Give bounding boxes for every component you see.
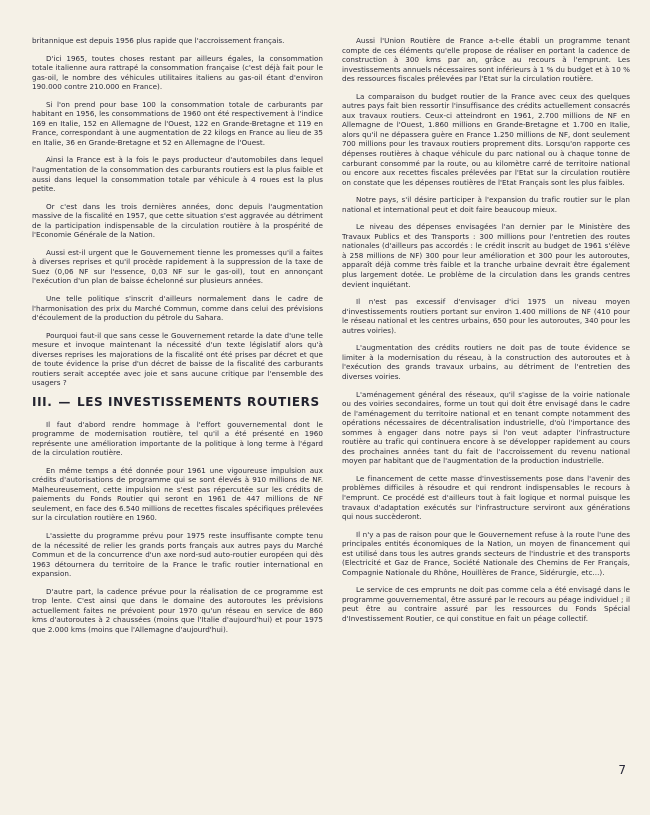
paragraph: D'ici 1965, toutes choses restant par ailleurs égales, la consommation totale italienne aura rattrapé la consommation française (c'est déjà fait pour le gas-oil, le nombre des véhicules utilitaires italiens au gas-oil étant d'environ 190.000 contre 210.000 en France). xyxy=(32,53,323,92)
paragraph: Or c'est dans les trois dernières années, donc depuis l'augmentation massive de la fiscalité en 1957, que cette situation s'est aggravée au détriment de la participation indispensable de la circulation routière à la prospérité de l'Economie Générale de la Nation. xyxy=(32,201,323,240)
paragraph: Il n'y a pas de raison pour que le Gouvernement refuse à la route l'une des principales entités économiques de la Nation, un moyen de financement qui est utilisé dans tous les autres grands secteurs de l'industrie et des transports (Electricité et Gaz de France, Société Nationale des Chemins de Fer Français, Compagnie Nationale du Rhône, Houillères de France, Sidérurgie, etc...). xyxy=(342,529,630,577)
paragraph: L'augmentation des crédits routiers ne doit pas de toute évidence se limiter à la modernisation du réseau, à la construction des autoroutes et à l'exécution des grands travaux urbains, au détriment de l'entretien des diverses voiries. xyxy=(342,343,630,381)
paragraph: Le service de ces emprunts ne doit pas comme cela a été envisagé dans le programme gouvernemental, être assuré par le recours au péage individuel ; il peut être au contraire assuré par les ressources du Fonds Spécial d'Investissement Routier, ce qui constitue en fait un péage collectif. xyxy=(342,585,630,623)
section-heading xyxy=(32,394,323,409)
paragraph: Aussi l'Union Routière de France a-t-elle établi un programme tenant compte de ces éléments qu'elle propose de réaliser en portant la cadence de construction à 300 kms par an, grâce au recours à l'emprunt. Les investissements annuels nécessaires sont inférieurs à 1 % du budget et à 10 % des ressources fiscales prélevées par l'Etat sur la circulation routière. xyxy=(342,36,630,84)
paragraph: Notre pays, s'il désire participer à l'expansion du trafic routier sur le plan national et international peut et doit faire beaucoup mieux. xyxy=(342,195,630,214)
section-title: LES INVESTISSEMENTS ROUTIERS xyxy=(76,394,320,409)
paragraph: Aussi est-il urgent que le Gouvernement tienne les promesses qu'il a faites à diverses reprises et qu'il procède rapidement à la suppression de la taxe de Suez (0,06 NF sur l'essence, 0,03 NF sur le gas-oil), tout en annonçant l'exécution d'un plan de baisse échelonné sur plusieurs années. xyxy=(32,247,323,286)
paragraph: La comparaison du budget routier de la France avec ceux des quelques autres pays fait bien ressortir l'insuffisance des crédits actuellement consacrés aux travaux routiers. Ceux-ci atteindront en 1961, 2.700 millions de NF en Allemagne de l'Ouest, 1.860 millions en Grande-Bretagne et 1.700 en Italie, alors qu'il ne dépassera guère en France 1.250 millions de NF, dont seulement 700 millions pour les travaux routiers proprement dits. Lorsqu'on rapporte ces dépenses routières à chaque véhicule du parc national ou à chaque tonne de carburant consommé par la route, ou au kilomètre carré de territoire national ou encore aux recettes fiscales prélevées par l'Etat sur la circulation routière on constate que les dépenses routières de l'Etat Français sont les plus faibles. xyxy=(342,91,630,187)
paragraph: Il faut d'abord rendre hommage à l'effort gouvernemental dont le programme de modernisation routière, tel qu'il a été présenté en 1960 représente une amélioration importante de la politique à long terme à l'égard de la circulation routière. xyxy=(32,419,323,458)
section-number: III. xyxy=(32,394,53,409)
paragraph: D'autre part, la cadence prévue pour la réalisation de ce programme est trop lente. C'est ainsi que dans le domaine des autoroutes les prévisions actuellement faites ne prévoient pour 1970 qu'un réseau en service de 860 kms d'autoroutes à 2 chaussées (moins que l'Italie d'aujourd'hui) et pour 1975 que 2.000 kms (moins que l'Allemagne d'aujourd'hui). xyxy=(32,586,323,634)
page-number: 7 xyxy=(618,763,626,777)
paragraph: Si l'on prend pour base 100 la consommation totale de carburants par habitant en 1956, les consommations de 1960 ont été respectivement à l'indice 169 en Italie, 152 en Allemagne de l'Ouest, 122 en Grande-Bretagne et 119 en France, correspondant à une augmentation de 22 kilogs en France au lieu de 35 en Italie, 36 en Grande-Bretagne et 52 en Allemagne de l'Ouest. xyxy=(32,99,323,147)
paragraph: britannique est depuis 1956 plus rapide que l'accroissement français. xyxy=(32,36,285,45)
paragraph: Le niveau des dépenses envisagées l'an dernier par le Ministère des Travaux Publics et des Transports : 300 millions pour l'entretien des routes nationales (d'ailleurs pas accordés : le crédit inscrit au budget de 1961 s'élève à 258 millions de NF) 300 pour leur amélioration et 300 pour les autoroutes, apparaît déjà comme très faible et la tranche urbaine devrait être également plus largement dotée. Le problème de la circulation dans les grands centres devient inquiétant. xyxy=(342,222,630,289)
left-column xyxy=(32,36,323,642)
paragraph: Pourquoi faut-il que sans cesse le Gouvernement retarde la date d'une telle mesure et invoque maintenant la nécessité d'un texte législatif alors qu'à diverses reprises les majorations de la fiscalité ont été prises par décret et que de toute évidence la prise d'un décret de baisse de la fiscalité des carburants routiers serait acceptée avec joie et sans aucune critique par l'ensemble des usagers ? xyxy=(32,330,323,388)
section-dash: — xyxy=(58,394,71,409)
paragraph: Une telle politique s'inscrit d'ailleurs normalement dans le cadre de l'harmonisation des prix du Marché Commun, comme dans celui des prévisions d'écoulement de la production du pétrole du Sahara. xyxy=(32,294,323,323)
paragraph: Il n'est pas excessif d'envisager d'ici 1975 un niveau moyen d'investissements routiers portant sur environ 1.400 millions de NF (410 pour le réseau national et les centres urbains, 650 pour les autoroutes, 340 pour les autres voiries). xyxy=(342,297,630,335)
paragraph: Le financement de cette masse d'investissements pose dans l'avenir des problèmes difficiles à résoudre et qui rendront indispensables le recours à l'emprunt. Ce procédé est d'ailleurs tout à fait logique et normal puisque les travaux d'adaptation exécutés sur l'infrastructure serviront aux générations qui nous succèderont. xyxy=(342,473,630,522)
paragraph: En même temps a été donnée pour 1961 une vigoureuse impulsion aux crédits d'autorisations de programme qui se sont élevés à 910 millions de NF. Malheureusement, cette impulsion ne s'est pas répercutée sur les crédits de paiements du Fonds Routier qui seront en 1961 de 447 millions de NF seulement, en face des 6.540 millions de recettes fiscales spécifiques prélevées sur la circulation routière en 1960. xyxy=(32,465,323,523)
paragraph: L'assiette du programme prévu pour 1975 reste insuffisante compte tenu de la nécessité de relier les grands ports français aux autres pays du Marché Commun et de la concurrence d'un axe nord-sud auto-routier européen qui dès 1963 détournera du territoire de la France le trafic routier international en expansion. xyxy=(32,530,323,579)
right-column xyxy=(342,36,630,632)
paragraph: L'aménagement général des réseaux, qu'il s'agisse de la voirie nationale ou des voiries secondaires, forme un tout qui doit être envisagé dans le cadre de l'aménagement du territoire national et en tenant compte notamment des opérations nécessaires de décentralisation industrielle, d'où l'importance des sommes à engager dans notre pays si l'on veut adapter l'infrastructure routière au trafic qui continuera encore à se développer rapidement au cours des prochaines années tant du fait de l'accroissement du revenu national moyen par habitant que de l'augmentation de la production industrielle. xyxy=(342,389,630,466)
paragraph: Ainsi la France est à la fois le pays producteur d'automobiles dans lequel l'augmentation de la consommation des carburants routiers est la plus faible et aussi dans lequel la consommation totale par véhicule à 4 roues est la plus petite. xyxy=(32,155,323,194)
